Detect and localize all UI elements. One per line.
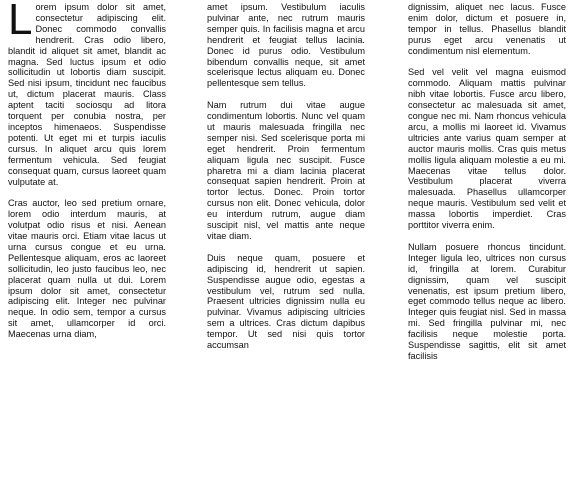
paragraph: Nam rutrum dui vitae augue condimentum lobortis. Nunc vel quam ut mauris malesuada fringilla nec semper nisi. Sed scelerisque porta mi eget hendrerit. Proin fermentum aliquam ligula nec suscipit. Fusce pharetra mi a diam lacinia placerat consequat sapien hendrerit. Proin at tortor lectus. Donec. Proin tortor cursus non elit. Donec vehicula, dolor eu interdum rutrum, augue diam suscipit nisl, vel mattis ante neque vitae diam. bbox=[207, 100, 365, 242]
drop-cap: L bbox=[8, 0, 33, 44]
text-column-3 bbox=[408, 2, 566, 373]
paragraph bbox=[8, 2, 166, 187]
paragraph-text: orem ipsum dolor sit amet, consectetur adipiscing elit. Donec commodo convallis hendrerit. Cras odio libero, blandit id aliquet sit amet, blandit ac magna. Sed luctus ipsum et odio sollicitudin ut lobortis diam suscipit. Sed nisi ipsum, tincidunt nec faucibus ut, dictum placerat mauris. Class aptent taciti sociosqu ad litora torquent per conubia nostra, per inceptos himenaeos. Suspendisse potenti. Ut eget mi et turpis iaculis cursus. In aliquet arcu quis lorem fermentum vehicula. Sed feugiat consequat quam, cursus laoreet quam vulputate at. bbox=[8, 2, 166, 187]
paragraph: amet ipsum. Vestibulum iaculis pulvinar ante, nec rutrum mauris semper quis. In facilisis magna et arcu hendrerit et feugiat tellus lacinia. Donec id purus odio. Vestibulum bibendum convallis neque, sit amet scelerisque lectus aliquam eu. Donec pellentesque sem tellus. bbox=[207, 2, 365, 89]
text-column-1 bbox=[8, 2, 166, 351]
paragraph: Sed vel velit vel magna euismod commodo. Aliquam mattis pulvinar nibh vitae lobortis. Fusce arcu libero, consectetur ac malesuada sit amet, congue nec mi. Nam rhoncus vehicula arcu, a mollis mi laoreet id. Vivamus ultricies ante varius quam semper at auctor mauris mollis. Cras quis metus mollis ligula aliquam molestie a eu mi. Maecenas vitae tellus dolor. Vestibulum placerat viverra malesuada. Phasellus ullamcorper neque mauris. Vestibulum sed velit et massa lobortis imperdiet. Cras porttitor viverra enim. bbox=[408, 67, 566, 231]
paragraph: Cras auctor, leo sed pretium ornare, lorem odio interdum mauris, at volutpat odio risus et nisi. Aenean vitae mauris orci. Etiam vitae lacus ut urna cursus congue et eu urna. Pellentesque aliquam, eros ac laoreet sollicitudin, leo justo faucibus leo, nec placerat quam nulla ut dui. Lorem ipsum dolor sit amet, consectetur adipiscing elit. Integer nec pulvinar neque. In odio sem, tempor a cursus sit amet, ullamcorper id orci. Maecenas urna diam, bbox=[8, 198, 166, 340]
paragraph: Nullam posuere rhoncus tincidunt. Integer ligula leo, ultrices non cursus id, fringilla at lorem. Curabitur dignissim, quam vel suscipit venenatis, est ipsum pretium libero, eget commodo tellus neque ac libero. Integer quis feugiat nisl. Sed in massa mi. Sed fringilla pulvinar mi, nec facilisis neque molestie porta. Suspendisse sagittis, elit sit amet facilisis bbox=[408, 241, 566, 361]
text-column-2 bbox=[207, 2, 365, 362]
paragraph: Duis neque quam, posuere et adipiscing id, hendrerit ut sapien. Suspendisse augue odio, egestas a vestibulum vel, rutrum sed nulla. Praesent ultricies dignissim nulla eu pulvinar. Vivamus adipiscing ultricies sem a ultrices. Cras dictum dapibus tempor. Ut sed nisi quis tortor accumsan bbox=[207, 252, 365, 351]
paragraph: dignissim, aliquet nec lacus. Fusce enim dolor, dictum et posuere in, tempor in tellus. Phasellus blandit purus eget arcu venenatis ut condimentum nisl elementum. bbox=[408, 2, 566, 56]
